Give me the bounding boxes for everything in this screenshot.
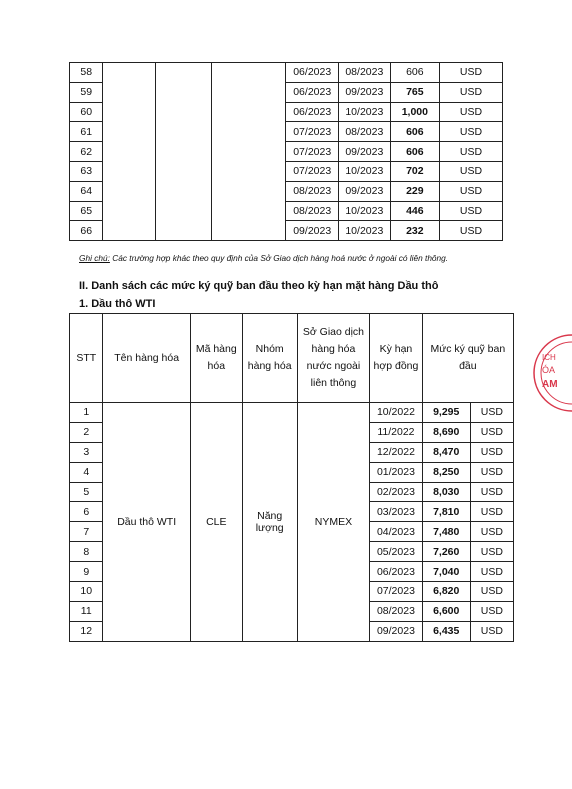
row-end-month: 10/2023	[339, 102, 391, 122]
merged-empty-cell	[155, 63, 211, 241]
commodity-group: Năng lượng	[242, 403, 297, 642]
table2-body	[70, 403, 514, 642]
row-stt: 64	[70, 181, 103, 201]
row-currency: USD	[470, 422, 513, 442]
row-margin-value: 8,250	[422, 462, 470, 482]
row-currency: USD	[440, 201, 503, 221]
row-stt: 63	[70, 161, 103, 181]
row-margin-value: 6,435	[422, 621, 470, 641]
row-margin-value: 229	[390, 181, 439, 201]
row-currency: USD	[440, 82, 503, 102]
row-currency: USD	[440, 63, 503, 83]
row-stt: 1	[70, 403, 103, 423]
table-row	[70, 63, 503, 83]
header-name: Tên hàng hóa	[103, 314, 190, 403]
row-stt: 61	[70, 122, 103, 142]
row-currency: USD	[440, 221, 503, 241]
row-margin-value: 7,810	[422, 502, 470, 522]
row-contract-term: 12/2022	[370, 442, 422, 462]
row-stt: 12	[70, 621, 103, 641]
row-margin-value: 6,600	[422, 601, 470, 621]
row-end-month: 10/2023	[339, 161, 391, 181]
row-currency: USD	[470, 462, 513, 482]
header-stt: STT	[70, 314, 103, 403]
row-stt: 3	[70, 442, 103, 462]
commodity-name: Dầu thô WTI	[103, 403, 190, 642]
subsection-1-title: 1. Dầu thô WTI	[79, 298, 156, 310]
row-currency: USD	[470, 562, 513, 582]
row-currency: USD	[470, 442, 513, 462]
exchange-name: NYMEX	[297, 403, 370, 642]
row-start-month: 06/2023	[286, 63, 339, 83]
header-term: Kỳ hạn hợp đồng	[370, 314, 422, 403]
svg-text:AM: AM	[542, 379, 558, 390]
row-start-month: 08/2023	[286, 181, 339, 201]
note-text	[79, 253, 448, 263]
row-contract-term: 11/2022	[370, 422, 422, 442]
row-stt: 59	[70, 82, 103, 102]
row-margin-value: 6,820	[422, 582, 470, 602]
commodity-code: CLE	[190, 403, 242, 642]
row-start-month: 09/2023	[286, 221, 339, 241]
row-contract-term: 08/2023	[370, 601, 422, 621]
note-label: Ghi chú:	[79, 253, 110, 263]
row-end-month: 08/2023	[339, 63, 391, 83]
row-currency: USD	[470, 403, 513, 423]
row-contract-term: 09/2023	[370, 621, 422, 641]
row-margin-value: 7,040	[422, 562, 470, 582]
row-start-month: 06/2023	[286, 82, 339, 102]
row-end-month: 08/2023	[339, 122, 391, 142]
row-end-month: 09/2023	[339, 82, 391, 102]
svg-text:ÓA: ÓA	[542, 365, 556, 375]
svg-text:ICH: ICH	[542, 353, 556, 362]
row-margin-value: 765	[390, 82, 439, 102]
row-end-month: 10/2023	[339, 201, 391, 221]
row-currency: USD	[470, 601, 513, 621]
row-currency: USD	[470, 621, 513, 641]
row-stt: 8	[70, 542, 103, 562]
row-margin-value: 8,470	[422, 442, 470, 462]
row-contract-term: 06/2023	[370, 562, 422, 582]
wti-margin-table	[69, 313, 514, 642]
row-margin-value: 606	[390, 142, 439, 162]
row-start-month: 07/2023	[286, 122, 339, 142]
merged-empty-cell	[212, 63, 286, 241]
row-margin-value: 702	[390, 161, 439, 181]
row-currency: USD	[440, 122, 503, 142]
merged-empty-cell	[103, 63, 156, 241]
row-end-month: 09/2023	[339, 142, 391, 162]
row-currency: USD	[470, 582, 513, 602]
table2-header-row	[70, 314, 514, 403]
row-contract-term: 02/2023	[370, 482, 422, 502]
row-currency: USD	[440, 161, 503, 181]
margin-table-continued	[69, 62, 503, 241]
row-stt: 4	[70, 462, 103, 482]
header-margin: Mức ký quỹ ban đầu	[422, 314, 513, 403]
note-body: Các trường hợp khác theo quy định của Sở Giao dịch hàng hoá nước ở ngoài có liên thông.	[109, 253, 449, 263]
row-margin-value: 1,000	[390, 102, 439, 122]
row-stt: 7	[70, 522, 103, 542]
row-margin-value: 232	[390, 221, 439, 241]
row-margin-value: 446	[390, 201, 439, 221]
row-margin-value: 7,260	[422, 542, 470, 562]
row-currency: USD	[470, 482, 513, 502]
row-contract-term: 10/2022	[370, 403, 422, 423]
row-contract-term: 03/2023	[370, 502, 422, 522]
header-exchange: Sở Giao dịch hàng hóa nước ngoài liên thông	[297, 314, 370, 403]
row-contract-term: 04/2023	[370, 522, 422, 542]
row-currency: USD	[440, 181, 503, 201]
row-start-month: 07/2023	[286, 161, 339, 181]
row-stt: 65	[70, 201, 103, 221]
section-2-title: II. Danh sách các mức ký quỹ ban đầu theo kỳ hạn mặt hàng Dầu thô	[79, 280, 439, 292]
row-stt: 66	[70, 221, 103, 241]
header-group: Nhóm hàng hóa	[242, 314, 297, 403]
row-margin-value: 606	[390, 122, 439, 142]
row-end-month: 10/2023	[339, 221, 391, 241]
row-end-month: 09/2023	[339, 181, 391, 201]
row-stt: 5	[70, 482, 103, 502]
row-start-month: 06/2023	[286, 102, 339, 122]
row-contract-term: 05/2023	[370, 542, 422, 562]
table1-body	[70, 63, 503, 241]
row-start-month: 07/2023	[286, 142, 339, 162]
row-margin-value: 606	[390, 63, 439, 83]
row-currency: USD	[470, 522, 513, 542]
row-currency: USD	[440, 102, 503, 122]
row-stt: 11	[70, 601, 103, 621]
row-contract-term: 07/2023	[370, 582, 422, 602]
table-row	[70, 403, 514, 423]
row-start-month: 08/2023	[286, 201, 339, 221]
row-stt: 62	[70, 142, 103, 162]
row-currency: USD	[470, 542, 513, 562]
row-currency: USD	[470, 502, 513, 522]
row-margin-value: 8,690	[422, 422, 470, 442]
row-stt: 9	[70, 562, 103, 582]
header-code: Mã hàng hóa	[190, 314, 242, 403]
row-stt: 2	[70, 422, 103, 442]
row-stt: 58	[70, 63, 103, 83]
official-seal	[532, 328, 572, 418]
row-margin-value: 9,295	[422, 403, 470, 423]
row-stt: 10	[70, 582, 103, 602]
row-stt: 6	[70, 502, 103, 522]
row-currency: USD	[440, 142, 503, 162]
row-margin-value: 8,030	[422, 482, 470, 502]
row-stt: 60	[70, 102, 103, 122]
row-contract-term: 01/2023	[370, 462, 422, 482]
row-margin-value: 7,480	[422, 522, 470, 542]
